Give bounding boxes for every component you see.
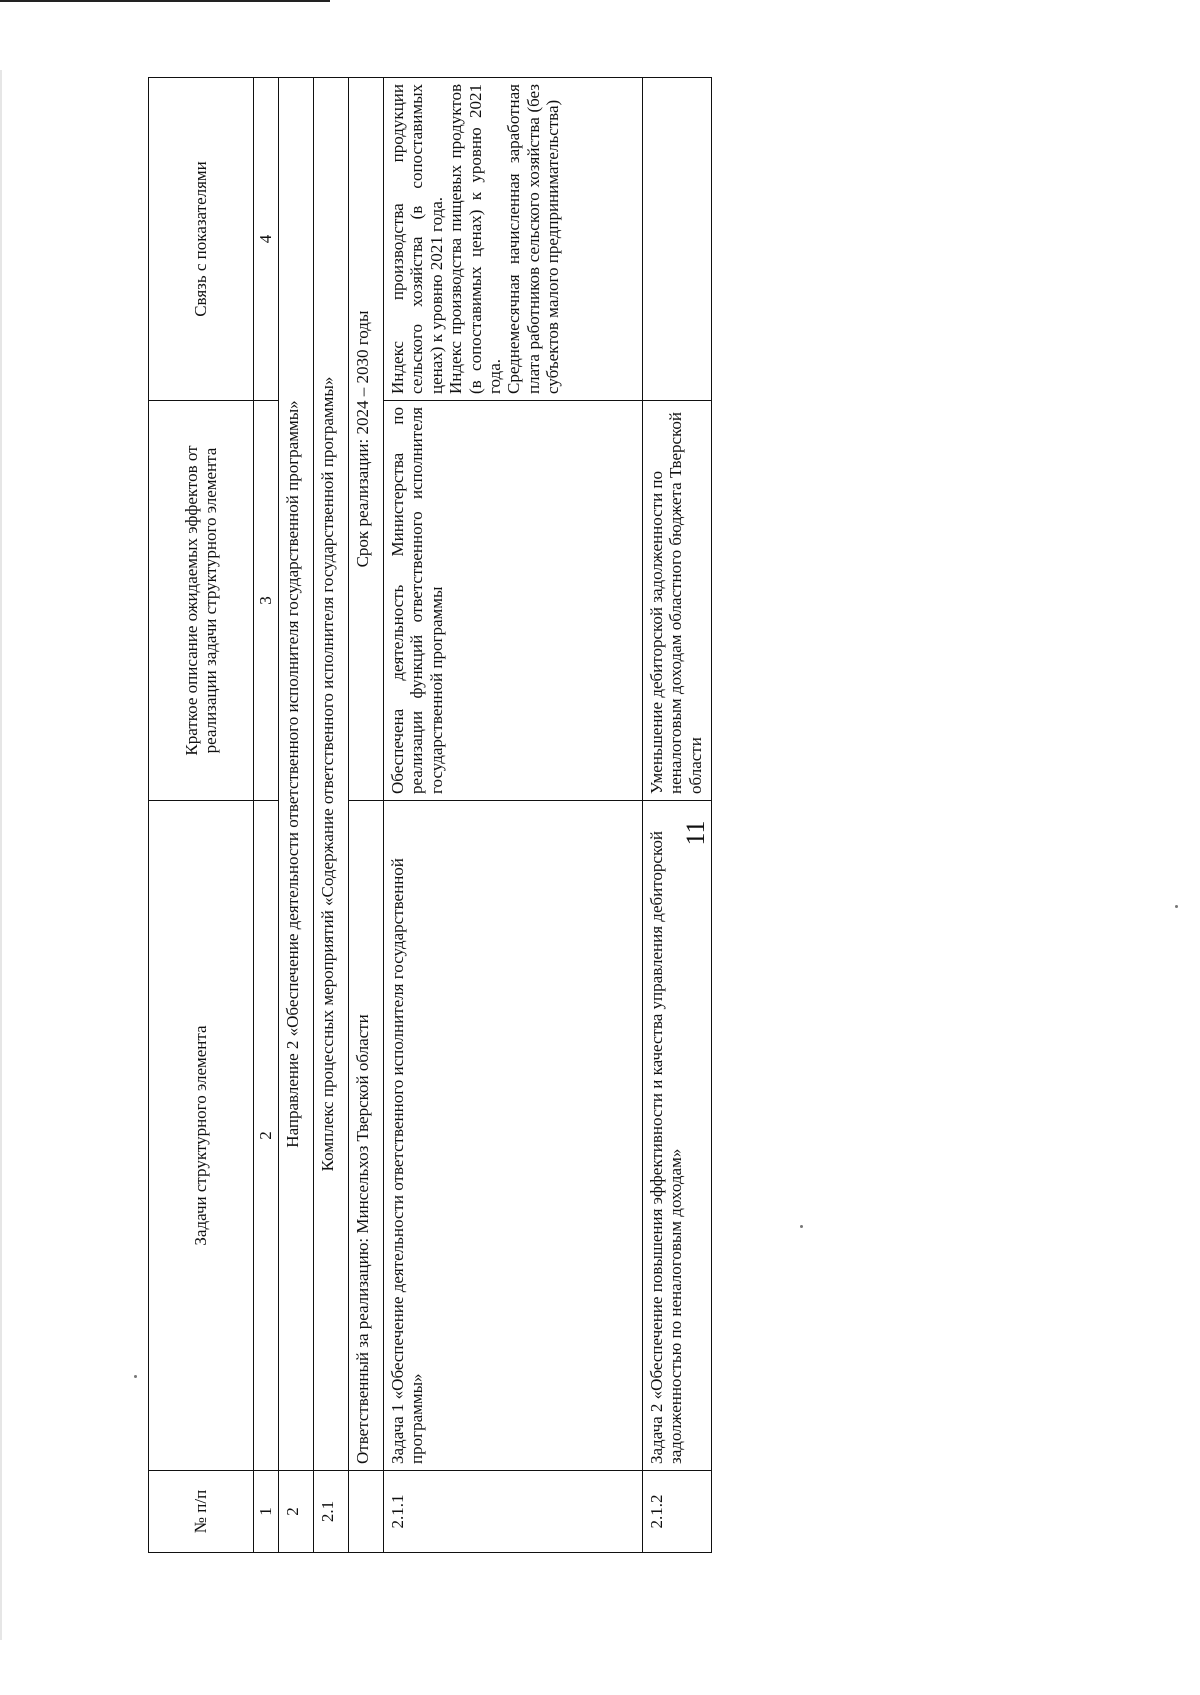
rotated-table-container [148,78,718,1553]
table-row [643,78,712,1553]
row-task: Задача 1 «Обеспечение деятельности ответственного исполнителя государственной программы» [384,801,643,1471]
col-number-1: 1 [254,1471,279,1553]
row-effect: Обеспечена деятельность Министерства по реализации функций ответственного исполнителя государственной программы [384,401,643,801]
row-indicators [384,78,643,401]
row-effect: Уменьшение дебиторской задолженности по неналоговым доходам областного бюджета Тверской области [643,401,712,801]
responsible-row [349,78,384,1553]
row-num: 2.1.2 [643,1471,712,1553]
direction-text: Направление 2 «Обеспечение деятельности ответственного исполнителя государственной программы» [279,78,314,1471]
scan-speck [800,1225,803,1228]
indicator-item: Индекс производства продукции сельского хозяйства (в сопоставимых ценах) к уровню 2021 года. [388,84,446,394]
responsible-empty [349,1471,384,1553]
row-num: 2.1.1 [384,1471,643,1553]
scan-edge-shadow [0,70,2,1640]
table-row [384,78,643,1553]
scan-speck [1175,905,1178,908]
header-num: № п/п [149,1471,254,1553]
structural-element-table [148,77,712,1553]
complex-text: Комплекс процессных мероприятий «Содержание ответственного исполнителя государственной программы» [314,78,349,1471]
row-task: Задача 2 «Обеспечение повышения эффективности и качества управления дебиторской задолженностью по неналоговым доходам» [643,801,712,1471]
direction-row [279,78,314,1553]
header-indicators: Связь с показателями [149,78,254,401]
column-number-row [254,78,279,1553]
scan-edge-line [0,0,330,2]
col-number-2: 2 [254,801,279,1471]
table-header-row [149,78,254,1553]
col-number-4: 4 [254,78,279,401]
col-number-3: 3 [254,401,279,801]
indicator-item: Среднемесячная начисленная заработная плата работников сельского хозяйства (без субъектов малого предпринимательства) [504,84,562,394]
header-effects: Краткое описание ожидаемых эффектов от реализации задачи структурного элемента [149,401,254,801]
complex-row [314,78,349,1553]
complex-num: 2.1 [314,1471,349,1553]
header-task: Задачи структурного элемента [149,801,254,1471]
direction-num: 2 [279,1471,314,1553]
scan-speck [134,1375,137,1378]
page-number: 11 [681,820,710,846]
responsible-text: Ответственный за реализацию: Минсельхоз Тверской области [349,801,384,1471]
period-text: Срок реализации: 2024 – 2030 годы [349,78,384,801]
row-indicators-empty [643,78,712,401]
indicator-item: Индекс производства пищевых продуктов (в сопоставимых ценах) к уровню 2021 года. [446,84,504,394]
